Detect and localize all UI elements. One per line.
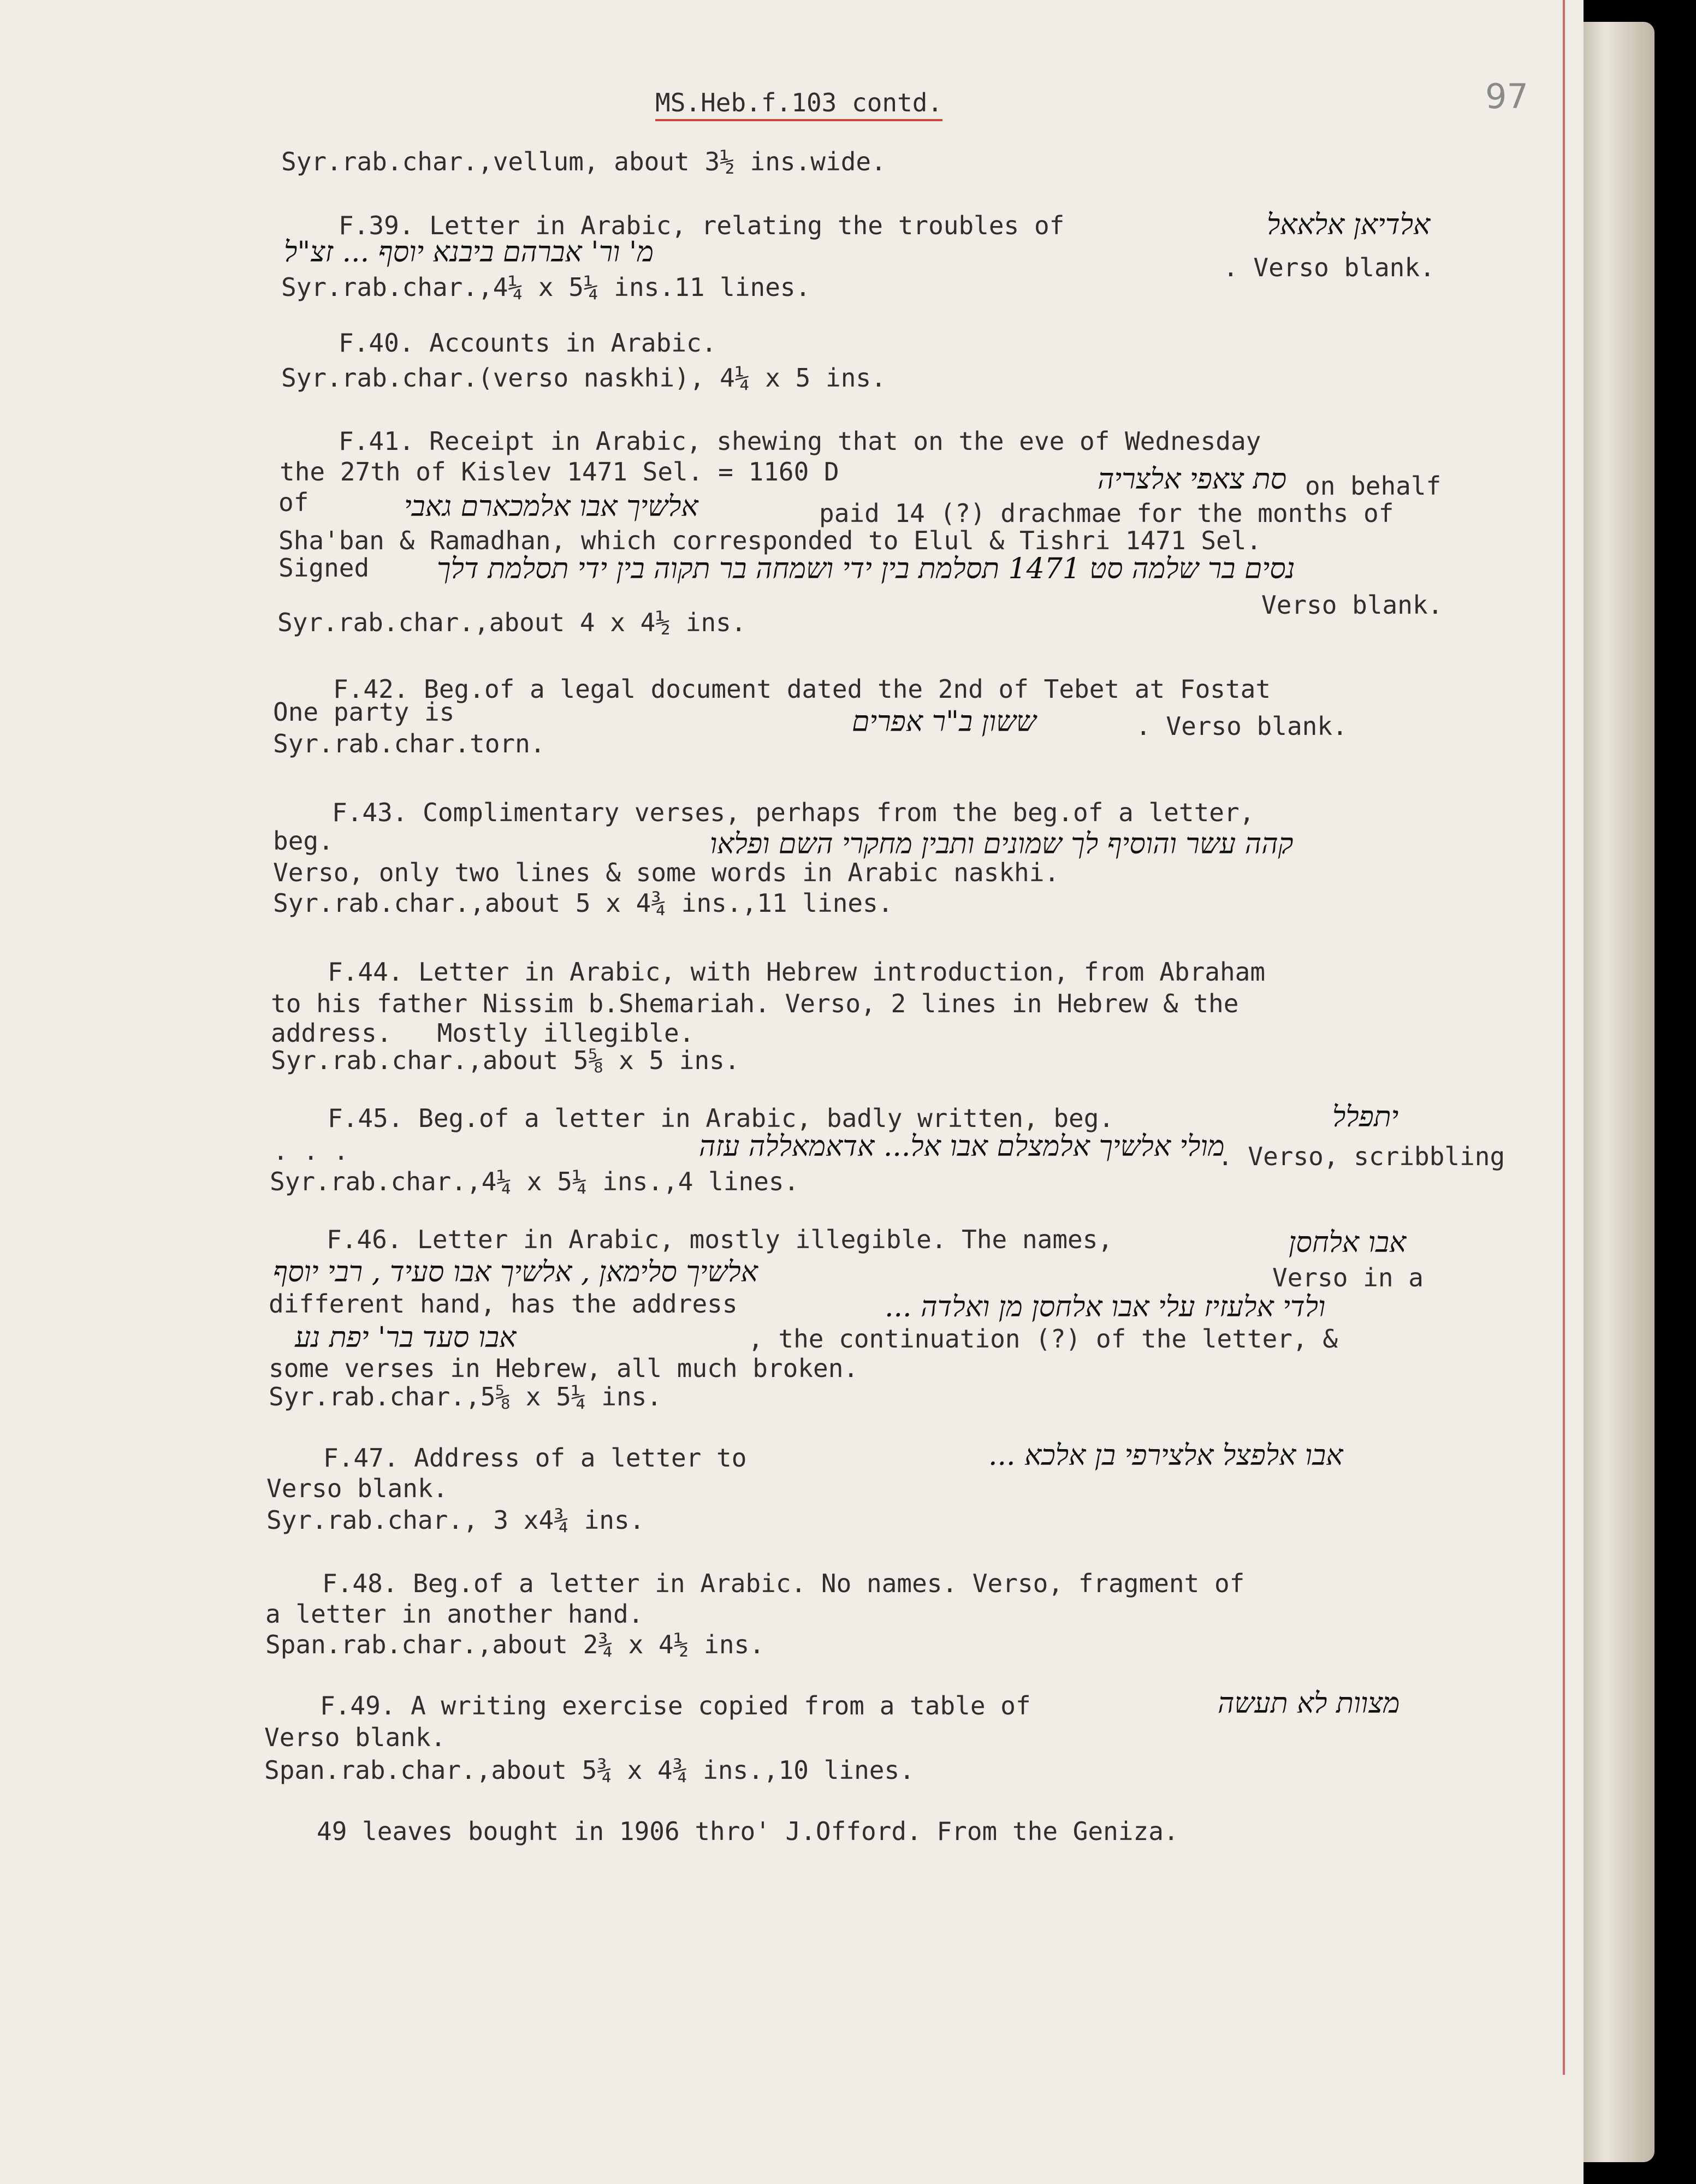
text-line: a letter in another hand. <box>265 1599 644 1629</box>
entry-f49-title: F.49. A writing exercise copied from a table of <box>320 1691 1031 1720</box>
entry-f43-title: F.43. Complimentary verses, perhaps from the beg.of a letter, <box>332 798 1255 827</box>
text-line: Span.rab.char.,about 5¾ x 4¾ ins.,10 lines. <box>264 1755 915 1785</box>
entry-f40-title: F.40. Accounts in Arabic. <box>339 328 717 358</box>
text-line: Verso, only two lines & some words in Arabic naskhi. <box>273 858 1060 887</box>
text-line: Syr.rab.char.,vellum, about 3½ ins.wide. <box>281 147 886 176</box>
text-line: of <box>278 488 309 517</box>
hebrew-handwriting: אלדיאן אלאאל <box>1267 209 1431 241</box>
text-line: Syr.rab.char.,4¼ x 5¼ ins.,4 lines. <box>270 1167 799 1196</box>
entry-f42-title: F.42. Beg.of a legal document dated the 2nd of Tebet at Fostat <box>333 674 1271 704</box>
hebrew-handwriting: אלשיך סלימאן , אלשיך אבו סעיד , רבי יוסף <box>273 1256 758 1289</box>
text-line: Signed <box>278 553 370 583</box>
text-line: . Verso blank. <box>1136 711 1348 741</box>
text-line: Verso blank. <box>1261 590 1443 620</box>
page-edge <box>1584 22 1655 2162</box>
hebrew-handwriting: אבו סעד בר' יפת נע <box>295 1321 517 1354</box>
hebrew-handwriting: נסים בר שלמה סט 1471 תסלמת בין ידי ושמחה בר תקוה בין ידי תסלמת דלך <box>437 553 1295 585</box>
text-line: Verso blank. <box>266 1474 448 1503</box>
entry-f44-title: F.44. Letter in Arabic, with Hebrew introduction, from Abraham <box>328 957 1266 987</box>
text-line: Verso blank. <box>264 1723 446 1752</box>
text-line: . . . <box>273 1136 349 1166</box>
text-line: Syr.rab.char.,5⅝ x 5¼ ins. <box>269 1382 662 1411</box>
text-line: to his father Nissim b.Shemariah. Verso, 2 lines in Hebrew & the <box>271 989 1239 1018</box>
text-line: . Verso blank. <box>1223 253 1435 282</box>
hebrew-handwriting: סת צאפי אלצריה <box>1098 463 1287 496</box>
hebrew-handwriting: אבו אלחסן <box>1289 1226 1407 1259</box>
hebrew-handwriting: ששון ב"ר אפרים <box>852 705 1036 738</box>
text-line: address. Mostly illegible. <box>271 1018 695 1048</box>
entry-f47-title: F.47. Address of a letter to <box>323 1443 747 1473</box>
entry-f48-title: F.48. Beg.of a letter in Arabic. No names. Verso, fragment of <box>322 1569 1245 1598</box>
hebrew-handwriting: ולדי אלעזיז עלי אבו אלחסן מן ואלדה ... <box>885 1291 1326 1324</box>
text-line: some verses in Hebrew, all much broken. <box>269 1354 859 1383</box>
text-line: paid 14 (?) drachmae for the months of <box>819 498 1394 528</box>
margin-line <box>1563 0 1565 2075</box>
hebrew-handwriting: מצוות לא תעשה <box>1218 1687 1400 1720</box>
hebrew-handwriting: קהה עשר והוסיף לך שמונים ותבין מחקרי השם ופלאו <box>710 828 1294 860</box>
hebrew-handwriting: יתפלל <box>1332 1101 1399 1133</box>
entry-f39-title: F.39. Letter in Arabic, relating the troubles of <box>339 211 1065 240</box>
text-line: Sha'ban & Ramadhan, which corresponded to Elul & Tishri 1471 Sel. <box>278 526 1262 555</box>
page-header: MS.Heb.f.103 contd. <box>655 87 942 121</box>
entry-f46-title: F.46. Letter in Arabic, mostly illegible. The names, <box>327 1225 1113 1254</box>
text-line: Verso in a <box>1272 1263 1424 1292</box>
hebrew-handwriting: מולי אלשיך אלמצלם אבו אל... אדאמאללה עזה <box>699 1130 1225 1163</box>
hebrew-handwriting: אבו אלפצל אלצירפי בן אלכא ... <box>988 1439 1343 1472</box>
text-line: Syr.rab.char.,about 5⅝ x 5 ins. <box>271 1046 740 1075</box>
text-line: . Verso, scribbling <box>1218 1142 1505 1171</box>
text-line: Span.rab.char.,about 2¾ x 4½ ins. <box>265 1630 764 1659</box>
text-line: One party is <box>273 697 455 727</box>
text-line: on behalf <box>1305 471 1442 501</box>
text-line: Syr.rab.char.,4¼ x 5¼ ins.11 lines. <box>281 272 811 302</box>
page-number: 97 <box>1485 76 1528 116</box>
hebrew-handwriting: מ' ור' אברהם ביבנא יוסף ... זצ"ל <box>284 236 654 269</box>
entry-f45-title: F.45. Beg.of a letter in Arabic, badly written, beg. <box>328 1103 1114 1133</box>
text-line: Syr.rab.char.torn. <box>273 729 545 758</box>
text-line: Syr.rab.char.(verso naskhi), 4¼ x 5 ins. <box>281 363 886 393</box>
text-line: Syr.rab.char.,about 5 x 4¾ ins.,11 lines. <box>273 888 893 918</box>
text-line: Syr.rab.char.,about 4 x 4½ ins. <box>277 608 746 637</box>
text-line: , the continuation (?) of the letter, & <box>748 1324 1338 1354</box>
text-line: Syr.rab.char., 3 x4¾ ins. <box>266 1505 645 1535</box>
provenance-note: 49 leaves bought in 1906 thro' J.Offord. From the Geniza. <box>317 1817 1179 1846</box>
entry-f41-title: F.41. Receipt in Arabic, shewing that on the eve of Wednesday <box>339 426 1261 456</box>
text-line: the 27th of Kislev 1471 Sel. = 1160 D <box>280 457 839 486</box>
text-line: different hand, has the address <box>269 1289 738 1319</box>
text-line: beg. <box>273 826 334 856</box>
hebrew-handwriting: אלשיך אבו אלמכארם גאבי <box>404 490 698 523</box>
